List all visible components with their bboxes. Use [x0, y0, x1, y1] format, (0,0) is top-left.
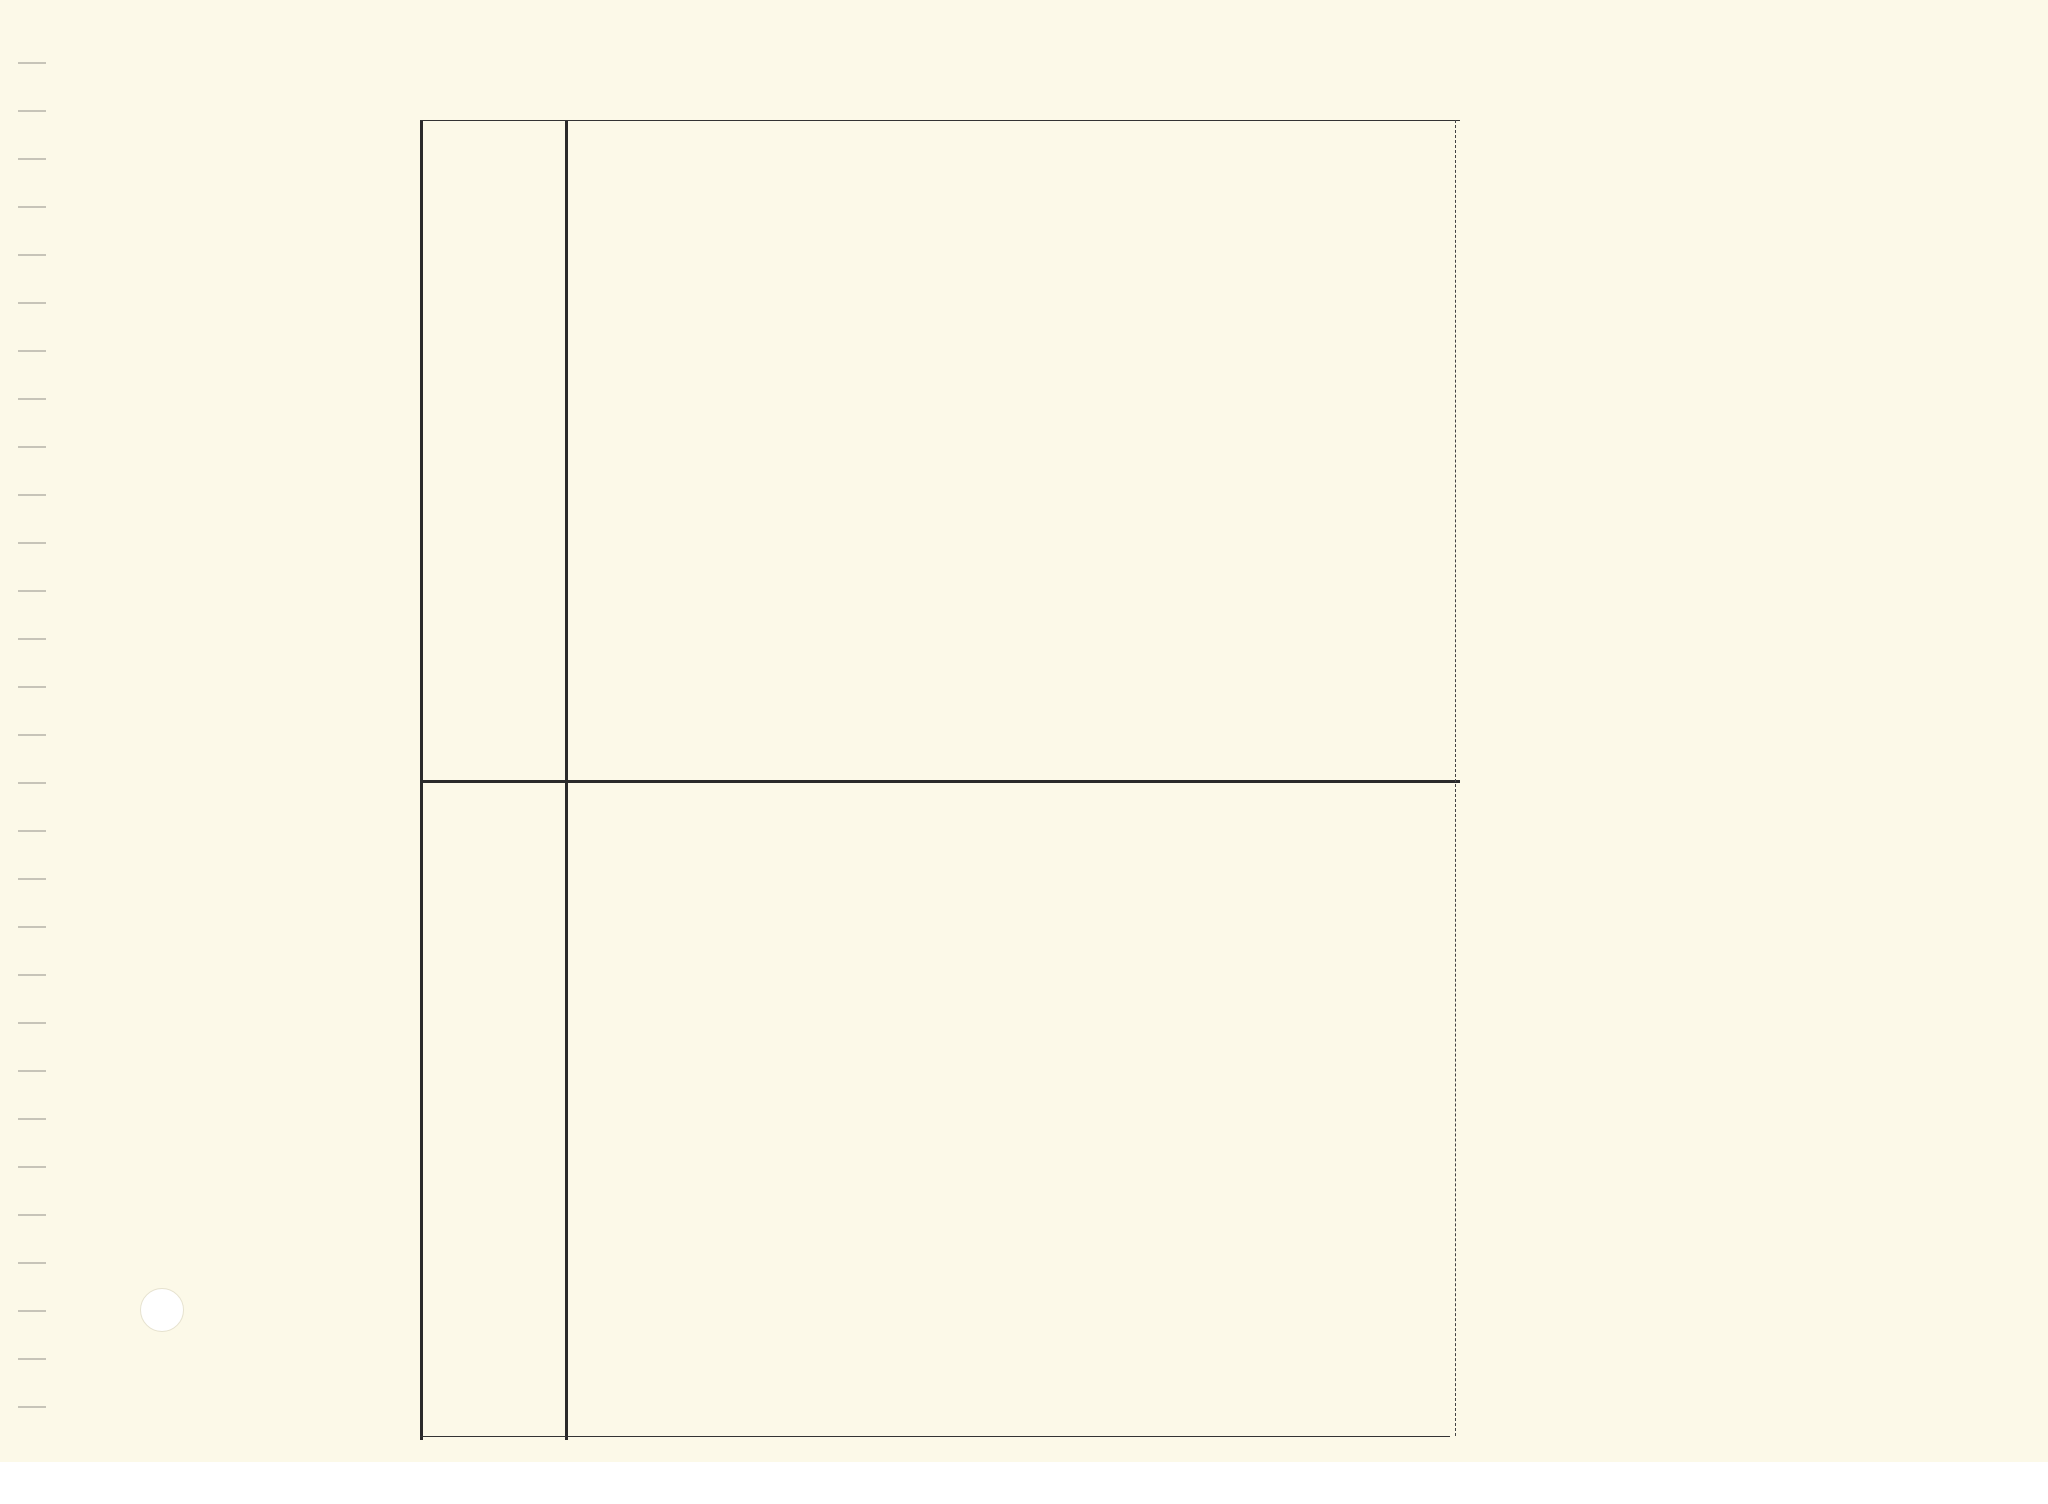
frame-bottom — [420, 1436, 1450, 1437]
footer-bar — [0, 1462, 2048, 1504]
frame-top — [420, 120, 1460, 121]
frame-right — [1455, 120, 1456, 1436]
punched-edge-marks — [18, 40, 46, 1440]
punch-hole — [140, 1288, 184, 1332]
section-divider — [420, 780, 1460, 783]
